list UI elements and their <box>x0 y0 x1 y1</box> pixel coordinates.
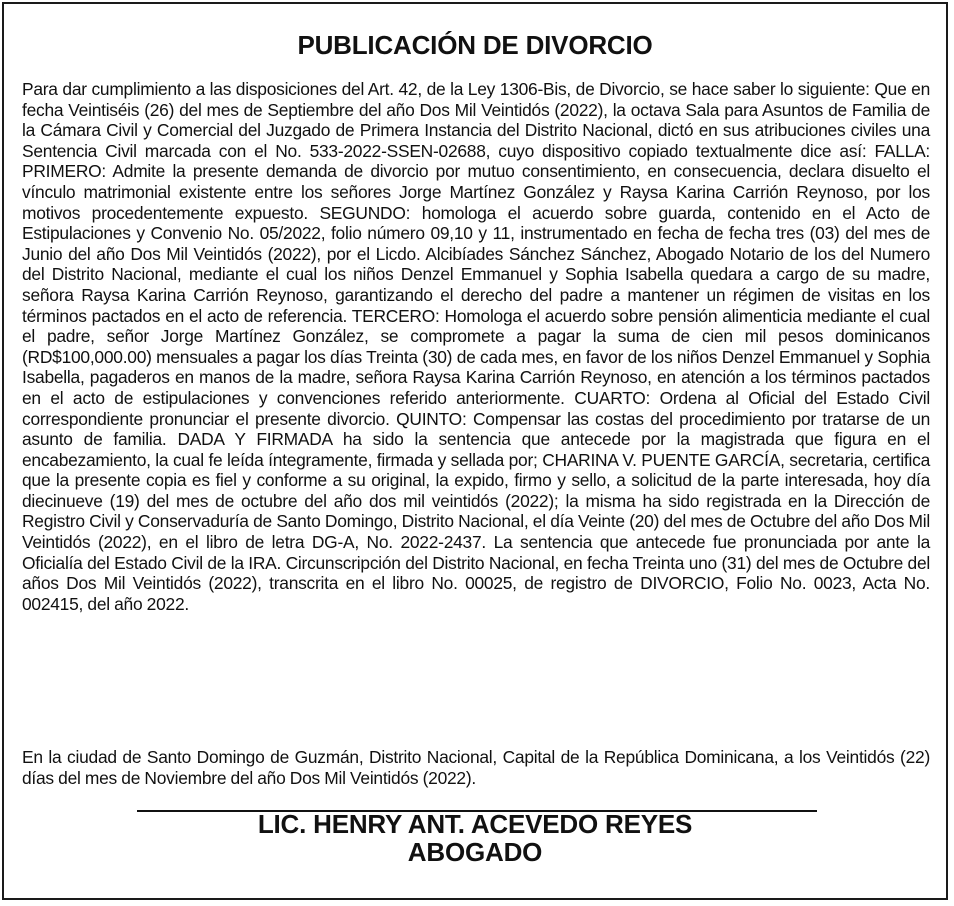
notice-closing-paragraph: En la ciudad de Santo Domingo de Guzmán, Distrito Nacional, Capital de la República Dominicana, a los Veintidós (22) días del mes de Noviembre del año Dos Mil Veintidós (2022). <box>22 747 930 788</box>
notice-title: PUBLICACIÓN DE DIVORCIO <box>297 30 653 60</box>
notice-body-paragraph: Para dar cumplimiento a las disposiciones del Art. 42, de la Ley 1306-Bis, de Divorcio, se hace saber lo siguiente: Que en fecha Veintiséis (26) del mes de Septiembre del año Dos Mil Veintidós (2022), la octava Sala para Asuntos de Familia de la Cámara Civil y Comercial del Juzgado de Primera Instancia del Distrito Nacional, dictó en sus atribuciones civiles una Sentencia Civil marcada con el No. 533-2022-SSEN-02688, cuyo dispositivo copiado textualmente dice así: FALLA: PRIMERO: Admite la presente demanda de divorcio por mutuo consentimiento, en consecuencia, declara disuelto el vínculo matrimonial existente entre los señores Jorge Martínez González y Raysa Karina Carrión Reynoso, por los motivos procedentemente expuesto. SEGUNDO: homologa el acuerdo sobre guarda, contenido en el Acto de Estipulaciones y Convenio No. 05/2022, folio número 09,10 y 11, instrumentado en fecha de fecha tres (03) del mes de Junio del año Dos Mil Veintidós (2022), por el Licdo. Alcibíades Sánchez Sánchez, Abogado Notario de los del Numero del Distrito Nacional, mediante el cual los niños Denzel Emmanuel y Sophia Isabella quedara a cargo de su madre, señora Raysa Karina Carrión Reynoso, garantizando el derecho del padre a mantener un régimen de visitas en los términos pactados en el acto de referencia. TERCERO: Homologa el acuerdo sobre pensión alimenticia mediante el cual el padre, señor Jorge Martínez González, se compromete a pagar la suma de cien mil pesos dominicanos (RD$100,000.00) mensuales a pagar los días Treinta (30) de cada mes, en favor de los niños Denzel Emmanuel y Sophia Isabella, pagaderos en manos de la madre, señora Raysa Karina Carrión Reynoso, en atención a los términos pactados en el acto de estipulaciones y convenciones referido anteriormente. CUARTO: Ordena al Oficial del Estado Civil correspondiente pronunciar el presente divorcio. QUINTO: Compensar las costas del procedimiento por tratarse de un asunto de familia. DADA Y FIRMADA ha sido la sentencia que antecede por la magistrada que figura en el encabezamiento, la cual fe leída íntegramente, firmada y sellada por; CHARINA V. PUENTE GARCÍA, secretaria, certifica que la presente copia es fiel y conforme a su original, la expido, firmo y sello, a solicitud de la parte interesada, hoy día diecinueve (19) del mes de octubre del año dos mil veintidós (2022); la misma ha sido registrada en la Dirección de Registro Civil y Conservaduría de Santo Domingo, Distrito Nacional, el día Veinte (20) del mes de Octubre del año Dos Mil Veintidós (2022), en el libro de letra DG-A, No. 2022-2437. La sentencia que antecede fue pronunciada por ante la Oficialía del Estado Civil de la IRA. Circunscripción del Distrito Nacional, en fecha Treinta uno (31) del mes de Octubre del años Dos Mil Veintidós (2022), transcrita en el libro No. 00025, de registro de DIVORCIO, Folio No. 0023, Acta No. 002415, del año 2022. <box>22 79 930 614</box>
signer-name: LIC. HENRY ANT. ACEVEDO REYES <box>257 809 693 839</box>
signer-role: ABOGADO <box>407 837 543 867</box>
divorce-notice <box>2 2 948 900</box>
